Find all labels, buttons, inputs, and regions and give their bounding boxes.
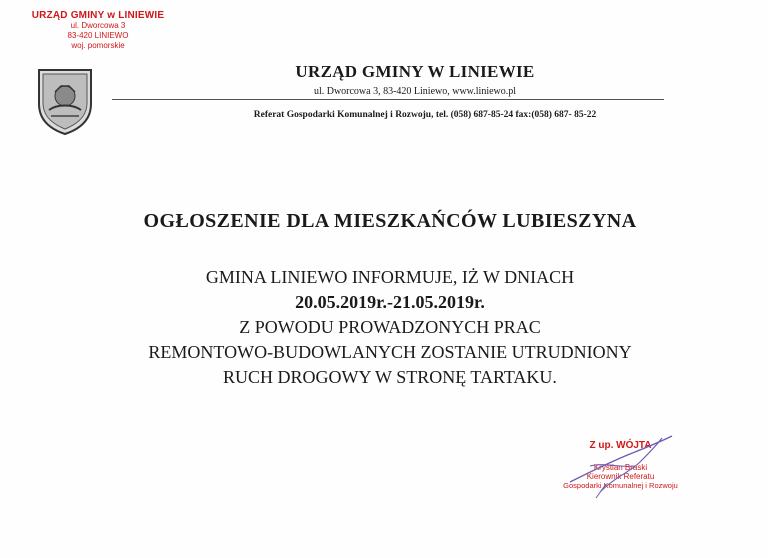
signatory-role: Kierownik Referatu (586, 472, 655, 481)
office-stamp-street: ul. Dworcowa 3 (70, 21, 126, 30)
office-stamp-postcode: 83-420 LINIEWO (67, 31, 129, 40)
office-stamp-title: URZĄD GMINY w LINIEWIE (31, 10, 165, 21)
signatory-name: Krystian Braski (593, 463, 648, 472)
announcement-line-4: REMONTOWO-BUDOWLANYCH ZOSTANIE UTRUDNIONY (148, 342, 632, 362)
office-name-heading: URZĄD GMINY W LINIEWIE (295, 62, 535, 81)
handwritten-signature-icon (560, 432, 680, 500)
announcement-dates: 20.05.2019r.-21.05.2019r. (295, 292, 485, 312)
department-contact: Referat Gospodarki Komunalnej i Rozwoju, tel. (058) 687-85-24 fax:(058) 687- 85-22 (253, 110, 597, 120)
announcement-line-3: Z POWODU PROWADZONYCH PRAC (239, 317, 541, 337)
office-stamp-region: woj. pomorskie (71, 41, 125, 50)
office-stamp (28, 10, 168, 51)
signature-zup: Z up. WÓJTA (589, 440, 652, 451)
signatory-department: Gospodarki Komunalnej i Rozwoju (563, 481, 678, 490)
announcement-body (60, 265, 720, 390)
announcement-line-1: GMINA LINIEWO INFORMUJE, IŻ W DNIACH (205, 267, 575, 287)
announcement-line-5: RUCH DROGOWY W STRONĘ TARTAKU. (223, 367, 557, 387)
header-divider (112, 99, 664, 100)
coat-of-arms-icon (35, 66, 95, 136)
office-address: ul. Dworcowa 3, 83-420 Liniewo, www.liniewo.pl (313, 86, 517, 97)
announcement-title: OGŁOSZENIE DLA MIESZKAŃCÓW LUBIESZYNA (143, 210, 637, 232)
